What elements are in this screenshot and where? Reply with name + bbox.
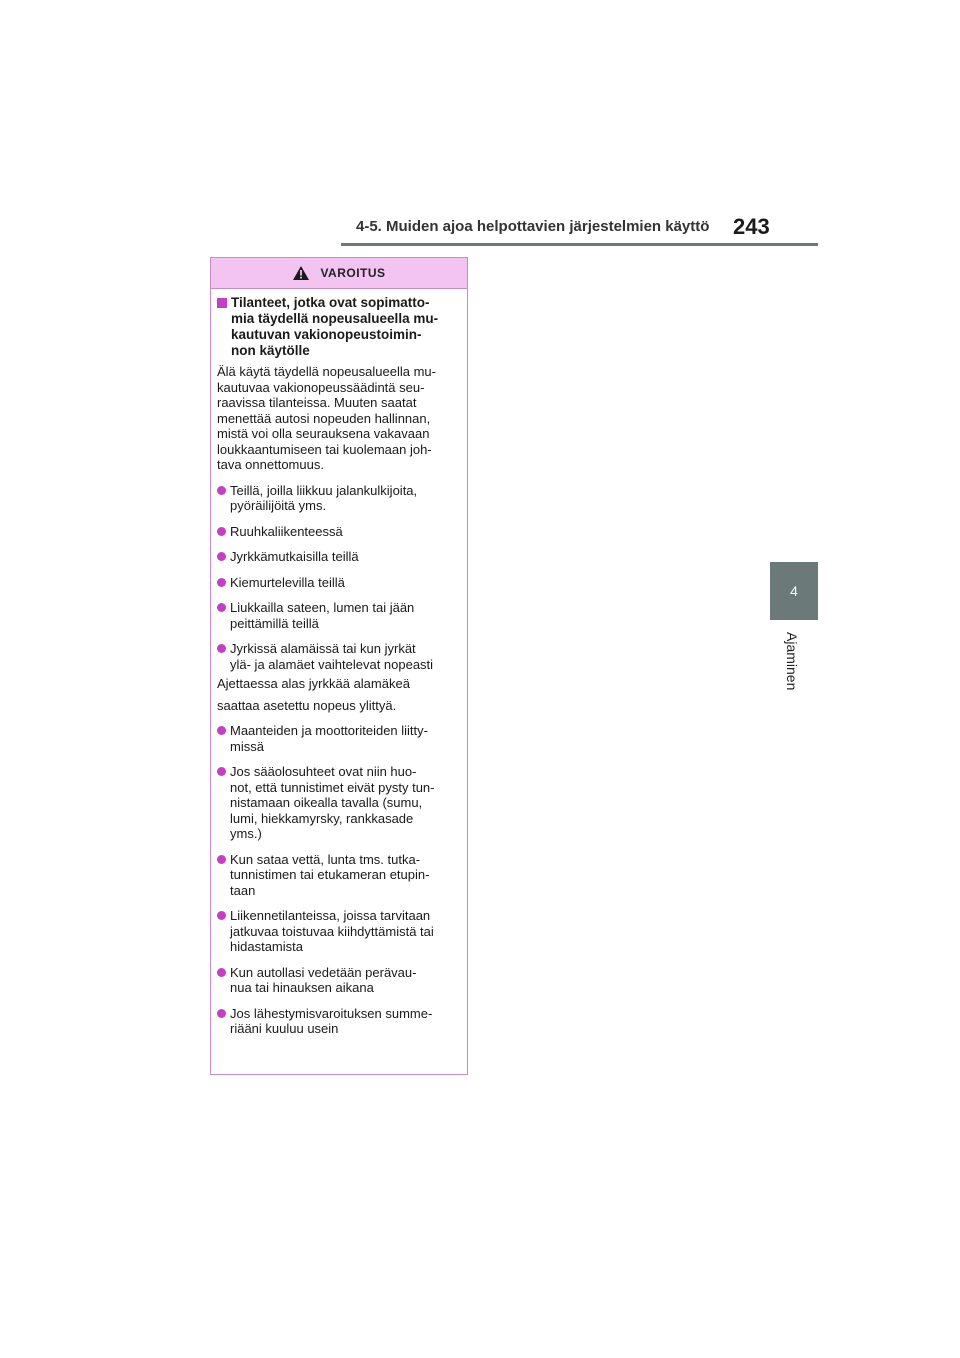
warning-box [210,257,468,1075]
bullet-text: Maanteiden ja moottoriteiden liitty- missä [230,723,428,754]
note-line: Ajettaessa alas jyrkkää alamäkeä [217,676,410,691]
section-title: 4-5. Muiden ajoa helpottavien järjestelmien käyttö [356,218,710,235]
chapter-number: 4 [790,583,798,599]
round-bullet-icon [217,578,226,587]
bullet-item [217,483,461,514]
bullet-text: Jyrkkämutkaisilla teillä [230,549,359,564]
chapter-name: Ajaminen [784,632,800,691]
round-bullet-icon [217,603,226,612]
warning-body [211,289,467,1037]
bullet-text: Ruuhkaliikenteessä [230,523,343,539]
bullet-text: Kun autollasi vedetään perävau- nua tai hinauksen aikana [230,964,417,995]
bullet-text: Jos lähestymisvaroituksen summe- riääni kuuluu usein [230,1005,433,1036]
bullet-text: Kun sataa vettä, lunta tms. tutka- tunnistimen tai etukameran etupin- taan [230,851,430,898]
bullet-item [217,600,461,631]
chapter-tab [770,562,818,620]
round-bullet-icon [217,855,226,864]
round-bullet-icon [217,527,226,536]
header-divider [341,243,818,246]
bullet-text: Teillä, joilla liikkuu jalankulkijoita, pyöräilijöitä yms. [230,482,418,513]
bullet-item [217,1006,461,1037]
round-bullet-icon [217,968,226,977]
bullet-list [217,723,461,1037]
warning-label: VAROITUS [320,266,386,280]
bullet-list [217,483,461,673]
bullet-item [217,549,461,565]
bullet-text: Kiemurtelevilla teillä [230,574,345,590]
warning-heading [217,295,461,359]
bullet-item [217,641,461,672]
round-bullet-icon [217,486,226,495]
bullet-text: Jyrkissä alamäissä tai kun jyrkät ylä- ja alamäet vaihtelevat nopeasti [230,641,434,672]
round-bullet-icon [217,726,226,735]
bullet-item [217,764,461,842]
bullet-item [217,908,461,955]
square-bullet-icon [217,298,227,308]
round-bullet-icon [217,1009,226,1018]
warning-intro: Älä käytä täydellä nopeusalueella mu- kautuvaa vakionopeussäädintä seu- raavissa tilanteissa. Muuten saatat menettää autosi nopeuden hallinnan, mistä voi olla seurauksena vakavaan loukkaantumiseen tai kuolemaan joh- tava onnettomuus. [217,364,436,472]
warning-header [211,258,467,289]
round-bullet-icon [217,911,226,920]
round-bullet-icon [217,644,226,653]
round-bullet-icon [217,767,226,776]
bullet-item [217,575,461,591]
page-number: 243 [733,214,770,239]
bullet-item [217,965,461,996]
bullet-item [217,852,461,899]
bullet-item [217,524,461,540]
bullet-text: Liikennetilanteissa, joissa tarvitaan jatkuvaa toistuvaa kiihdyttämistä tai hidastamista [230,908,434,954]
warning-heading-text: Tilanteet, jotka ovat sopimatto- mia täydellä nopeusalueella mu- kautuvan vakionopeustoimin- non käytölle [231,295,439,358]
round-bullet-icon [217,552,226,561]
bullet-text: Liukkailla sateen, lumen tai jään peittämillä teillä [230,600,415,631]
note [217,676,461,713]
warning-triangle-icon [292,265,310,281]
bullet-text: Jos sääolosuhteet ovat niin huo- not, että tunnistimet eivät pysty tun- nistamaan oikealla tavalla (sumu, lumi, hiekkamyrsky, rankkasade yms.) [230,764,435,841]
bullet-item [217,723,461,754]
note-line: saattaa asetettu nopeus ylittyä. [217,697,397,713]
